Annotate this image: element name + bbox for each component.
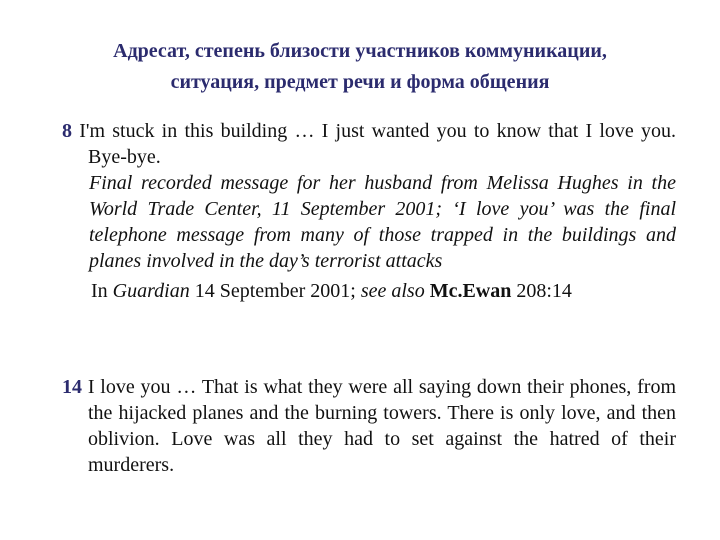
slide-title — [40, 36, 680, 98]
quotation-entry-8 — [62, 118, 676, 304]
quotation-note: Final recorded message for her husband from Melissa Hughes in the World Trade Center, 11 September 2001; ‘I love you’ was the final telephone message from many of those trapped in the buildings and planes involved in the day’s terrorist attacks — [89, 172, 676, 272]
citation — [62, 278, 676, 304]
quotation-entry-14 — [62, 374, 676, 478]
quotation-text — [62, 374, 676, 478]
quote-body: I'm stuck in this building … I just wanted you to know that I love you. Bye-bye. — [79, 120, 676, 168]
title-line-2: ситуация, предмет речи и форма общения — [170, 71, 550, 93]
quotation-text — [62, 118, 676, 170]
quote-body: I love you … That is what they were all saying down their phones, from the hijacked planes and the burning towers. There is only love, and then oblivion. Love was all they had to set against the hatred of their murderers. — [87, 376, 677, 476]
entry-number: 14 — [62, 376, 82, 398]
title-line-1: Адресат, степень близости участников коммуникации, — [113, 40, 607, 62]
entry-number: 8 — [62, 120, 72, 142]
citation-author: Mc.Ewan — [429, 280, 512, 302]
citation-see-also: see also — [360, 280, 425, 302]
citation-date: 14 September 2001; — [189, 280, 361, 302]
citation-source: Guardian — [112, 280, 190, 302]
citation-ref: 208:14 — [511, 280, 572, 302]
citation-prefix: In — [91, 280, 113, 302]
